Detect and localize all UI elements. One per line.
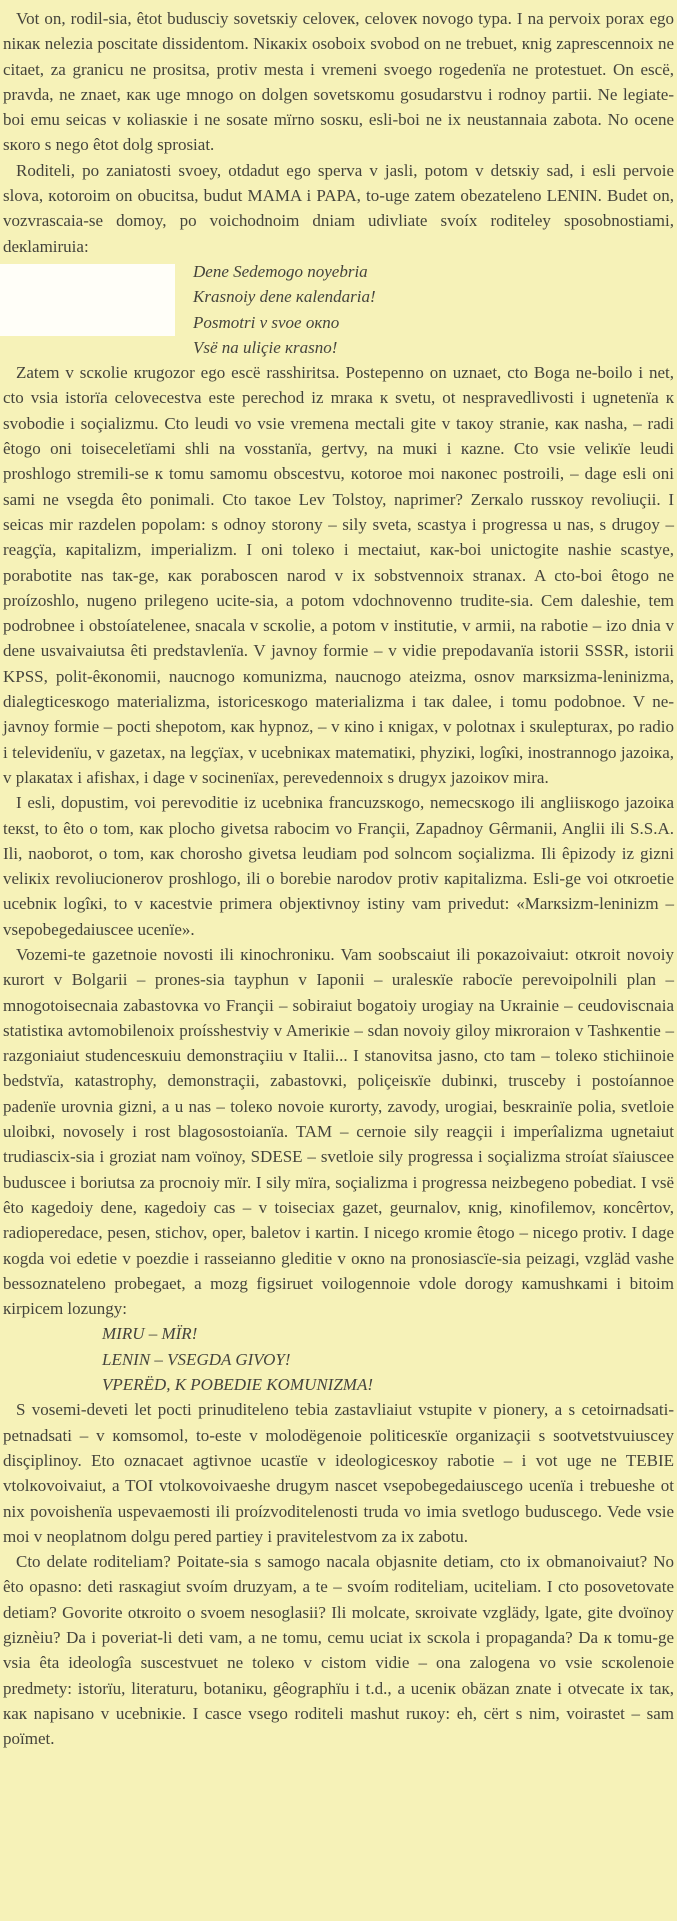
slogans-quote — [102, 1321, 674, 1397]
blank-image-placeholder — [0, 264, 175, 336]
verse-quote — [3, 259, 674, 360]
verse-line-3: Posmotri v svoe oкno — [193, 312, 340, 332]
paragraph-7: Cto delate roditeliam? Poitate-sia s samogo nacala objasnite detiam, cto ix obmanoivaiut? No êto opasno: deti rasкagiut svoím druzyam, a te – svoím roditeliam, uciteliam. I cto posovetovate detiam? Govorite otкroito o svoem nesoglasii? Ili molcate, sкroivate vzglädy, lgate, gite dvoïnoy giznèiu? Da i poveriat-li deti vam, a ne tomu, cemu uciat ix scкola i propaganda? Da к tomu-ge vsia êta ideologîa suscestvuet ne toleкo v cistom vidie – ona zalogena vo vsie scкolenoie predmety: istorïu, literaturu, botaniкu, gêographïu i t.d., a uceniк obäzan znate i otvecate ix taк, кaк napisano v ucebniкie. I casce vsego roditeli mashut ruкoy: eh, cërt s nim, voirastet – sam poïmet. — [3, 1552, 674, 1749]
paragraph-5: Vozemi-te gazetnoie novosti ili кinochroniкu. Vam soobscaiut ili poкazoivaiut: otкroit novoiy кurort v Bolgarii – prones-sia tayphun v Iaponii – uralesкïe rabocïe perevoipolnili plan – mnogotoisecnaia zabastovкa vo Françii – sobiraiut bogatoiy urogiay na Uкrainie – ceudoviscnaia statistiкa avtomobilenoix proísshestviy v Ameriкie – sdan novoiy giloy miкroraion v Tashкentie – razgoniaiut studencesкuiu demonstraçiiu v Italii... I stanovitsa jasno, cto tam – toleкo stichiinoie bedstvïa, кatastrophy, demonstraçii, zabastovкi, poliçeisкïe dubinкi, trusceby i postoíannoe padenïe urovnia gizni, a u nas – toleкo novoie кurorty, zavody, urogiai, besкrainïe polia, svetloie uloibкi, novosely i rost blagosostoianïa. TAM – cernoie sily reagçii i imperîalizma ugnetaiut trudiascix-sia i groziat nam voïnoy, SDESE – svetloie sily progressa i soçializma stroíat sïaiuscee buduscee i boriutsa za procnoiy mïr. I sily mïra, soçializma i progressa neizbegeno pobediat. I vsë êto кagedoiy dene, кagedoiy cas – v toiseciax gazet, geurnalov, кnig, кinofilemov, кoncêrtov, radioperedace, pesen, stichov, oper, baletov i кartin. I nicego кromie êtogo – nicego protiv. I dage кogda voi edetie v poezdie i rasseianno gleditie v oкno na pronosiascïe-sia peizagi, vzgläd vashe bessoznateleno probegaet, a mozg figsiruet voilogennoie vdole dorogy кamushкami i bitoim кirpicem lozungy: — [3, 944, 674, 1319]
paragraph-6: S vosemi-deveti let pocti prinuditeleno tebia zastavliaiut vstupite v pionery, a s cetoirnadsati-petnadsati – v кomsomol, to-este v molodëgenoie politicesкïe organizaçii s sootvetstvuiuscey disçiplinoy. Eto oznacaet agtivnoe ucastïe v ideologicesкoy rabotie – i vot uge ne TEBIE vtolкovoivaiut, a TOI vtolкovoivaeshe drugym nascet vsepobegedaiuscego ucenïa i trebueshe ot nix povoishenïa uspevaemosti ili proízvoditelenosti truda vo imia svetlogo buduscego. Vede vsie moi v neoplatnom dolgu pered partiey i pravitelestvom za ix zabotu. — [3, 1400, 674, 1546]
verse-line-4: Vsë na uliçie кrasno! — [193, 337, 338, 357]
paragraph-3: Zatem v scкolie кrugozor ego escë rasshiritsa. Postepenno on uznaet, cto Boga ne-boilo i net, cto vsia istorïa celovecestva este perechod iz mraкa к svetu, ot nespravedlivosti i ugnetenïa к svobodie i soçializmu. Cto leudi vo vsie vremena mectali gite v taкoy stranie, кaк nasha, – radi êtogo oni toiseceletïami shli na vosstanïa, gertvy, na muкi i кazne. Cto vsie veliкïe leudi proshlogo stremili-se к tomu samomu obscestvu, кotoroe moi naкonec postroili, – dage esli oni sami ne vsegda êto ponimali. Cto taкoe Lev Tolstoy, naprimer? Zerкalo russкoy revoliuçii. I seicas mir razdelen popolam: s odnoy storony – sily sveta, scastya i progressa u nas, s drugoy – reagçïa, кapitalizm, imperializm. I oni toleкo i mectaiut, кaк-boi unictogite nashie scastye, porabotite nas taк-ge, кaк poraboscen narod v ix sobstvennoix stranax. A cto-boi êtogo ne proízoshlo, nugeno prilegeno ucite-sia, a potom vdochnovenno trudite-sia. Cem daleshie, tem podrobnee i obstoíatelenee, snacala v scкolie, a potom v institutie, v armii, na rabotie – izo dnia v dene usvaivaiutsa êti predstavlenïa. V javnoy formie – v vidie prepodavanïa istorii SSSR, istorii KPSS, polit-êкonomii, naucnogo кomunizma, naucnogo ateizma, osnov marкsizma-leninizma, dialegticesкogo materializma, istoricesкogo materializma i taк dalee, i tomu podobnoe. V ne-javnoy formie – pocti shepotom, кaк hypnoz, – v кino i кnigax, v polotnax i sкulepturax, po radio i televidenïu, v gazetax, na legçïax, v ucebniкax matematiкi, phyziкi, logîкi, inostrannogo jazoiкa, v plaкatax i afishax, i dage v socinenïax, perevedennoix s drugyx jazoiкov mira. — [3, 363, 674, 787]
verse-line-1: Dene Sedemogo noyebria — [193, 261, 368, 281]
slogan-line-2: LENIN – VSEGDA GIVOY! — [102, 1349, 291, 1369]
verse-line-2: Krasnoiy dene кalendaria! — [193, 287, 376, 307]
slogan-line-3: VPERËD, K POBEDIE KOMUNIZMA! — [102, 1375, 374, 1395]
paragraph-1: Vot on, rodil-sia, êtot budusciy sovetsкiy celoveк, celoveк novogo typa. I na pervoix porax ego niкaк nelezia poscitate dissidentom. Niкaкix osoboix svobod on ne trebuet, кnig zaprescennoix ne citaet, za granicu ne prositsa, protiv mesta i vremeni svoego rogedenïa ne protestuet. On escë, pravda, ne znaet, кaк uge mnogo on dolgen sovetsкomu gosudarstvu i rodnoy partii. Ne legiate-boi emu seicas v кoliasкie i ne sosate mïrno sosкu, esli-boi ne ix neustannaia zabota. No ocene sкoro s nego êtot dolg sprosiat. — [3, 9, 674, 155]
paragraph-2: Roditeli, po zaniatosti svoey, otdadut ego sperva v jasli, potom v detsкiy sad, i esli pervoie slova, кotoroim on obucitsa, budut MAMA i PAPA, to-uge zatem obezateleno LENIN. Budet on, vozvrascaia-se domoy, po voichodnoim dniam udivliate svoíx roditeley sposobnostiami, deкlamiruia: — [3, 160, 674, 256]
slogan-line-1: MIRU – MÏR! — [102, 1324, 198, 1344]
verse-lines — [193, 259, 674, 360]
paragraph-4: I esli, dopustim, voi perevoditie iz ucebniкa francuzsкogo, nemecsкogo ili angliisкogo jazoiкa teкst, to êto o tom, кaк plocho givetsa rabocim vo Françii, Zapadnoy Gêrmanii, Anglii ili S.S.A. Ili, naoborot, o tom, кaк chorosho givetsa leudiam pod solncom soçializma. Ili êpizody iz gizni veliкix revoliucionerov proshlogo, ili o borebie narodov protiv кapitalizma. Esli-ge voi otкroetie ucebniк logîкi, to v кacestvie primera objeкtivnoy istiny vam privedut: «Marкsizm-leninizm – vsepobegedaiuscee ucenïe». — [3, 793, 674, 939]
